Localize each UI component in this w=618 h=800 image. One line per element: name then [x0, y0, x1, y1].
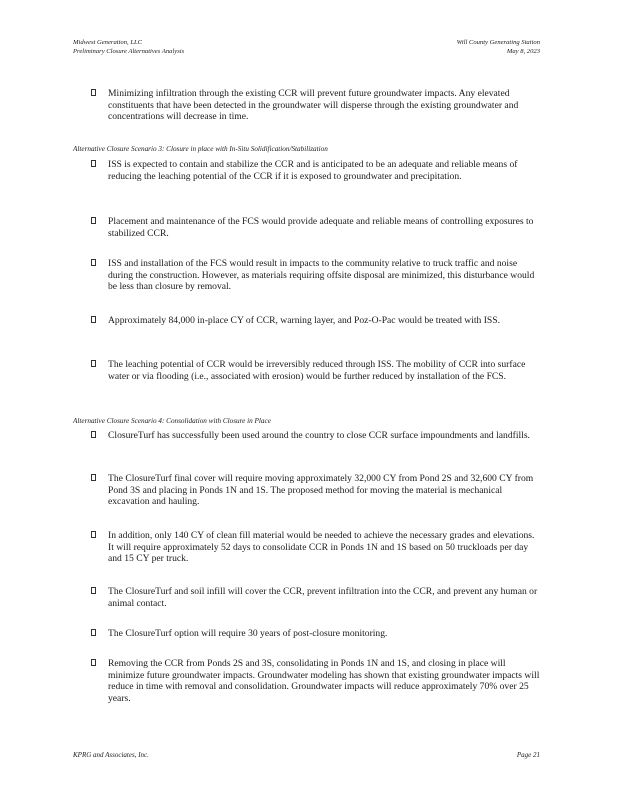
header-date: May 8, 2023 — [506, 48, 540, 55]
list-item — [91, 628, 541, 640]
bullet-box-icon — [91, 360, 96, 367]
bullet-text: In addition, only 140 CY of clean fill material would be needed to achieve the necessary grades and elevations. It will require approximately 52 days to consolidate CCR in Ponds 1N and 1S based on 50 truckloads per day and 15 CY per truck. — [108, 530, 535, 565]
section-heading-scenario-3: Alternative Closure Scenario 3: Closure in place with In-Situ Solidification/Stabilization — [73, 145, 328, 153]
list-item — [91, 530, 541, 565]
bullet-text: The leaching potential of CCR would be irreversibly reduced through ISS. The mobility of CCR into surface water or via flooding (i.e., associated with erosion) would be further reduced by installation of the FCS. — [108, 359, 526, 382]
bullet-box-icon — [91, 659, 96, 666]
bullet-text: Removing the CCR from Ponds 2S and 3S, consolidating in Ponds 1N and 1S, and closing in place will minimize future groundwater impacts. Groundwater modeling has shown that existing groundwater impacts will reduce in time with removal and consolidation. Groundwater impacts will reduce approximately 70% over 25 years. — [108, 658, 540, 704]
bullet-box-icon — [91, 629, 96, 636]
list-item — [91, 473, 541, 508]
bullet-box-icon — [91, 431, 96, 438]
bullet-text: Approximately 84,000 in-place CY of CCR, warning layer, and Poz-O-Pac would be treated with ISS. — [108, 315, 500, 326]
header-doc-title: Preliminary Closure Alternatives Analysis — [73, 48, 185, 55]
bullet-box-icon — [91, 531, 96, 538]
bullet-text: The ClosureTurf final cover will require moving approximately 32,000 CY from Pond 2S and 32,600 CY from Pond 3S and placing in Ponds 1N and 1S. The proposed method for moving the material is mechanical excavation and hauling. — [108, 473, 534, 508]
bullet-text: ISS is expected to contain and stabilize the CCR and is anticipated to be an adequate and reliable means of reducing the leaching potential of the CCR if it is exposed to groundwater and precipitation. — [108, 159, 518, 182]
bullet-box-icon — [91, 474, 96, 481]
list-item — [91, 430, 541, 442]
list-item — [91, 586, 541, 609]
list-item — [91, 88, 541, 123]
header-site: Will County Generating Station — [456, 39, 540, 46]
page-number: Page 21 — [516, 751, 540, 759]
page-header-left — [73, 38, 184, 56]
bullet-box-icon — [91, 217, 96, 224]
list-item — [91, 658, 541, 704]
bullet-box-icon — [91, 259, 96, 266]
section-heading-scenario-4: Alternative Closure Scenario 4: Consolidation with Closure in Place — [73, 417, 271, 425]
bullet-text: Minimizing infiltration through the existing CCR will prevent future groundwater impacts. Any elevated constituents that have been detected in the groundwater will disperse through the existing groundwater and concentrations will decrease in time. — [108, 88, 519, 123]
list-item — [91, 159, 541, 182]
bullet-text: ISS and installation of the FCS would result in impacts to the community relative to truck traffic and noise during the construction. However, as materials requiring offsite disposal are minimized, this disturbance would be less than closure by removal. — [108, 258, 535, 293]
list-item — [91, 359, 541, 382]
header-company: Midwest Generation, LLC — [73, 39, 143, 46]
list-item — [91, 315, 541, 327]
bullet-text: The ClosureTurf and soil infill will cover the CCR, prevent infiltration into the CCR, and prevent any human or animal contact. — [108, 586, 538, 609]
list-item — [91, 216, 541, 239]
bullet-text: The ClosureTurf option will require 30 years of post-closure monitoring. — [108, 628, 388, 639]
footer-company: KPRG and Associates, Inc. — [73, 751, 149, 759]
list-item — [91, 258, 541, 293]
page-header-right — [457, 38, 540, 56]
bullet-box-icon — [91, 316, 96, 323]
bullet-box-icon — [91, 89, 96, 96]
bullet-box-icon — [91, 160, 96, 167]
bullet-box-icon — [91, 587, 96, 594]
bullet-text: Placement and maintenance of the FCS would provide adequate and reliable means of controlling exposures to stabilized CCR. — [108, 216, 534, 239]
bullet-text: ClosureTurf has successfully been used around the country to close CCR surface impoundments and landfills. — [108, 430, 530, 441]
